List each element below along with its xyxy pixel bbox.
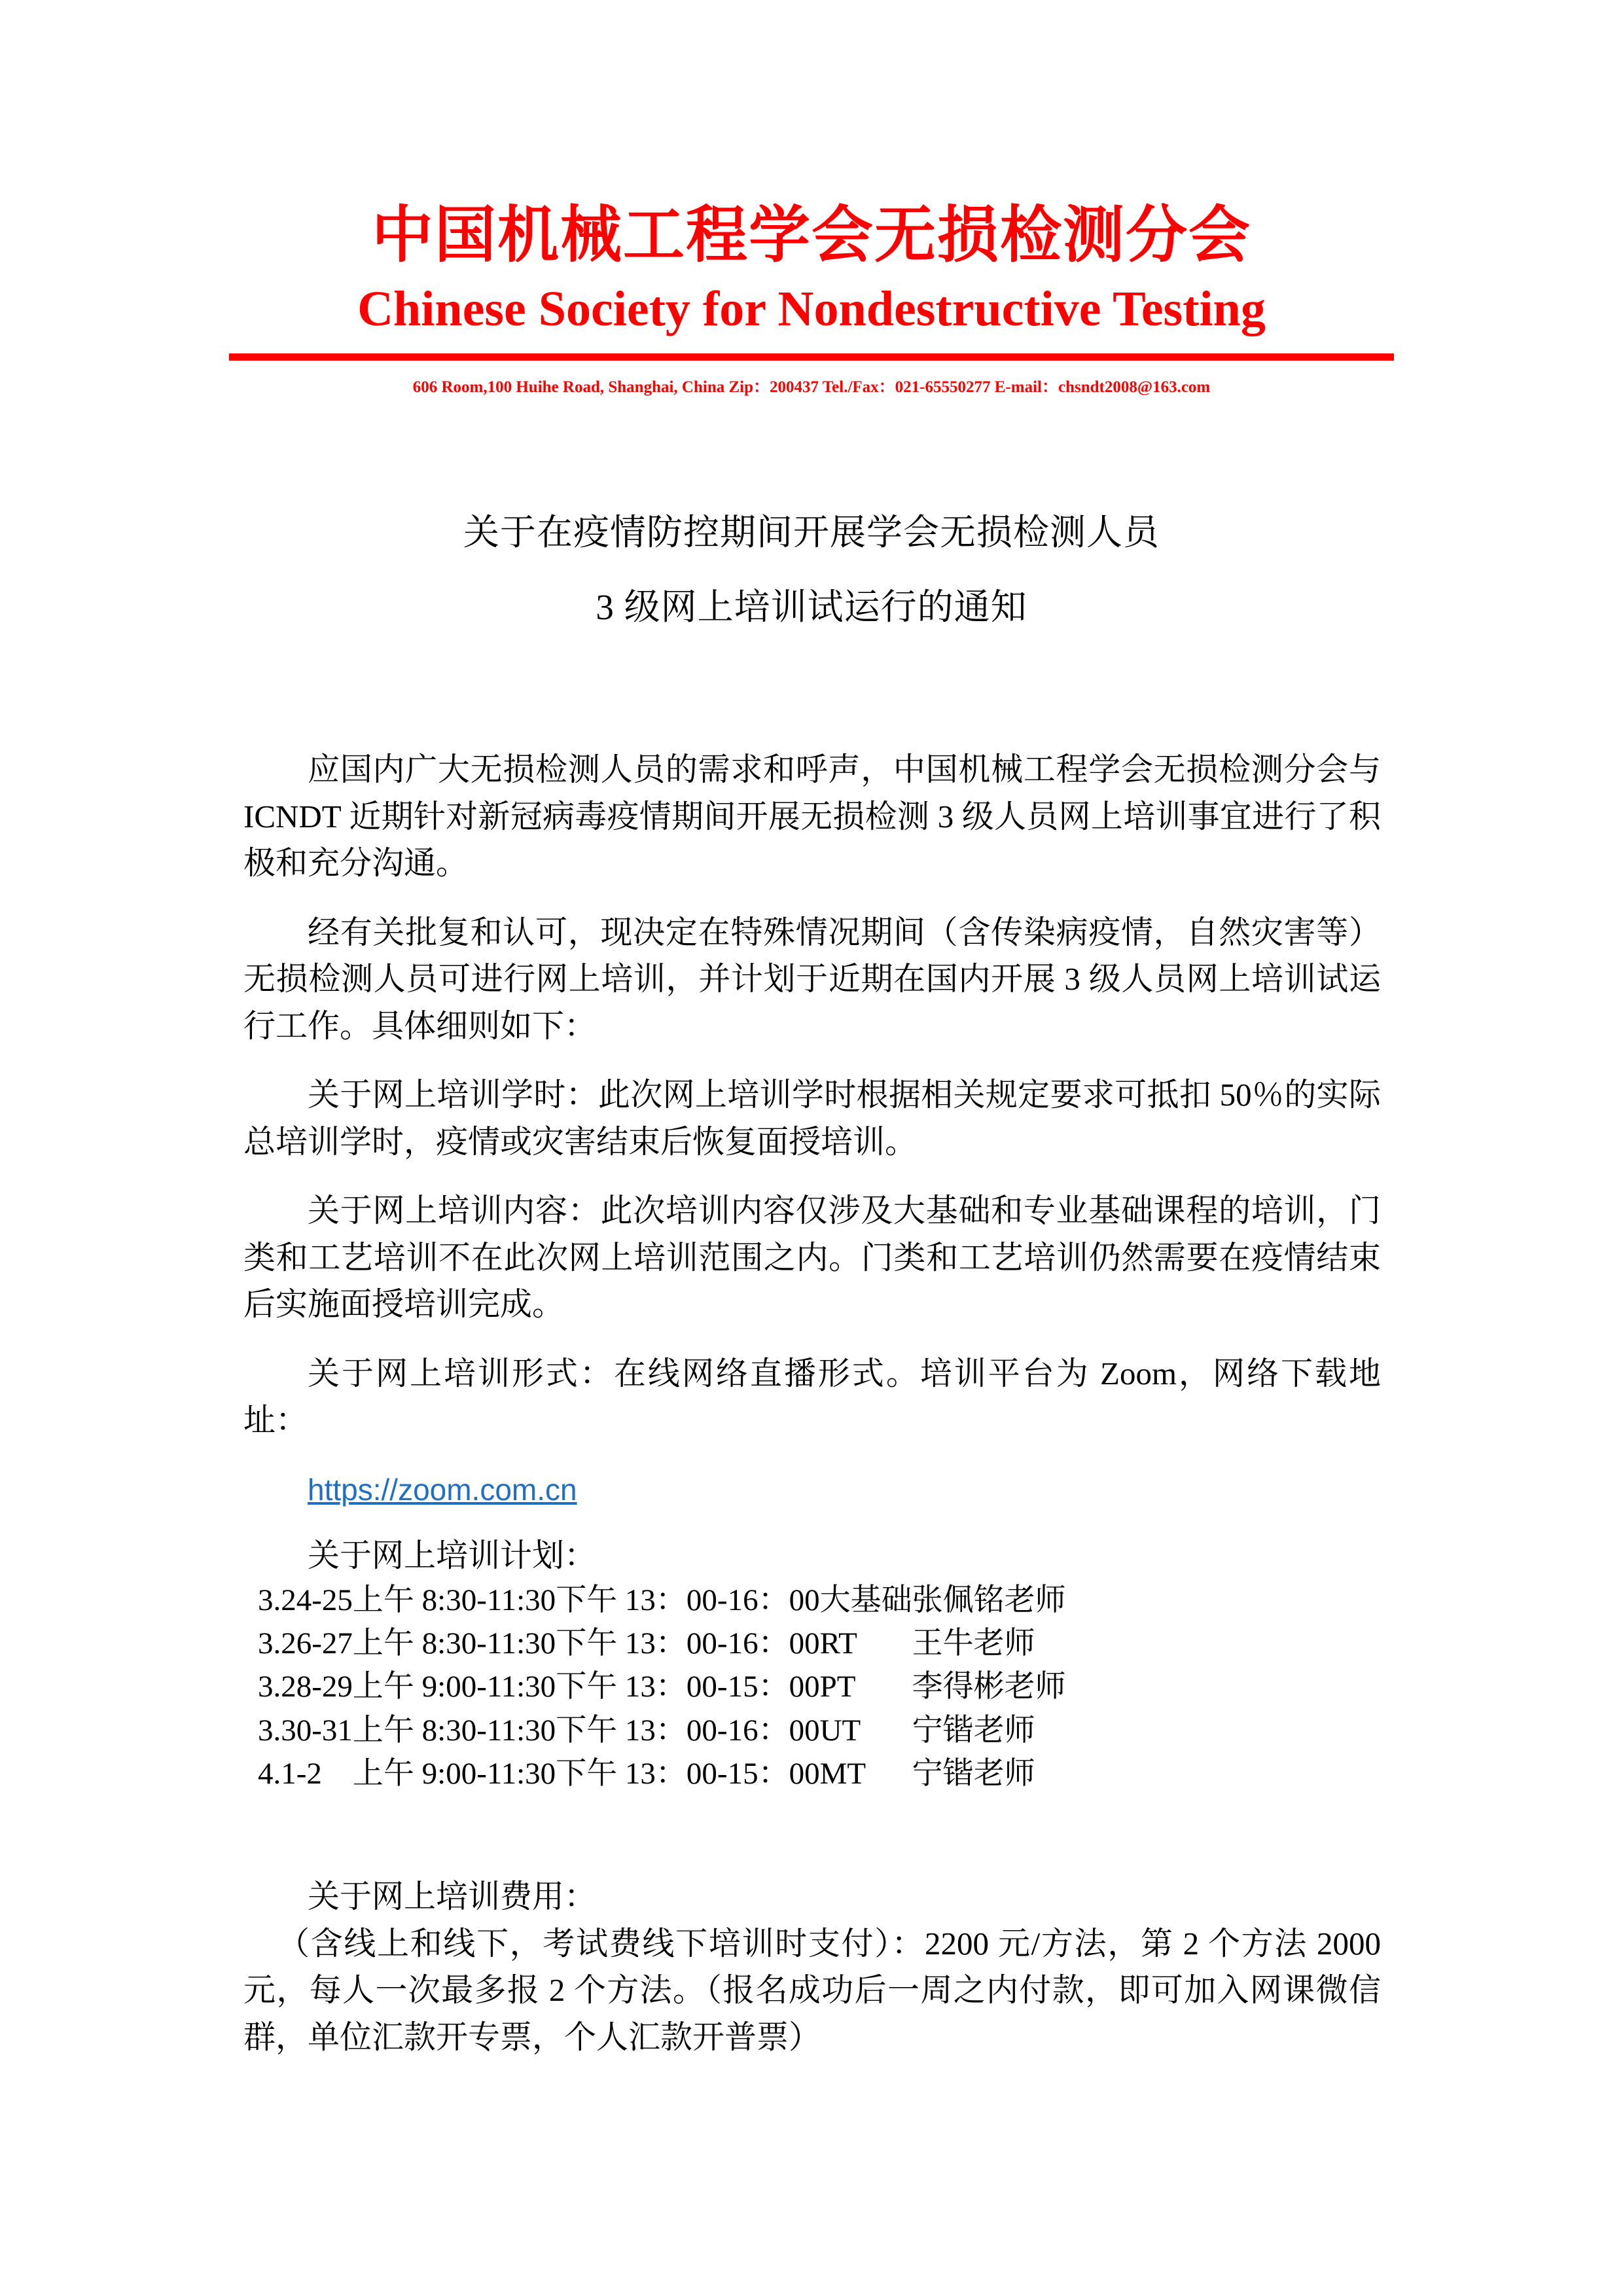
schedule-teacher: 宁锴老师 — [912, 1713, 1035, 1748]
paragraph-training-content: 关于网上培训内容：此次培训内容仅涉及大基础和专业基础课程的培训，门类和工艺培训不在此次网上培训范围之内。门类和工艺培训仍然需要在疫情结束后实施面授培训完成。 — [243, 1193, 1381, 1323]
zoom-download-link[interactable]: https://zoom.com.cn — [308, 1472, 577, 1507]
fee-detail-paragraph: （含线上和线下，考试费线下培训时支付）：2200 元/方法，第 2 个方法 2000 元，每人一次最多报 2 个方法。（报名成功后一周之内付款，即可加入网课微信群，单位汇款开专票，个人汇款开普票） — [243, 1925, 1381, 2055]
schedule-method: 大基础 — [819, 1583, 912, 1618]
section-spacer — [243, 1797, 1381, 1876]
paragraph-training-hours: 关于网上培训学时：此次网上培训学时根据相关规定要求可抵扣 50％的实际总培训学时，疫情或灾害结束后恢复面授培训。 — [243, 1077, 1381, 1160]
document-title-line-1: 关于在疫情防控期间开展学会无损检测人员 — [463, 512, 1160, 553]
schedule-afternoon: 下午 13：00-15：00 — [556, 1670, 820, 1704]
schedule-method: PT — [819, 1670, 856, 1704]
schedule-date: 4.1-2 — [258, 1756, 322, 1791]
header-divider-rule — [229, 353, 1394, 361]
schedule-heading: 关于网上培训计划： — [308, 1537, 597, 1574]
schedule-afternoon: 下午 13：00-15：00 — [556, 1756, 820, 1791]
schedule-date: 3.26-27 — [258, 1626, 353, 1661]
schedule-morning: 上午 8:30-11:30 — [352, 1713, 556, 1748]
schedule-morning: 上午 9:00-11:30 — [352, 1670, 556, 1704]
training-schedule-table — [258, 1581, 1066, 1797]
fee-heading: 关于网上培训费用： — [308, 1878, 597, 1914]
paragraph-training-format: 关于网上培训形式：在线网络直播形式。培训平台为 Zoom，网络下载地址： — [243, 1355, 1381, 1439]
schedule-teacher: 王牛老师 — [912, 1626, 1035, 1661]
table-row — [258, 1711, 1066, 1754]
table-row — [258, 1667, 1066, 1710]
schedule-teacher: 李得彬老师 — [912, 1670, 1066, 1704]
organization-name-chinese: 中国机械工程学会无损检测分会 — [371, 200, 1251, 269]
schedule-method: RT — [819, 1626, 857, 1661]
document-body — [243, 746, 1381, 2060]
document-title-line-2: 3 级网上培训试运行的通知 — [596, 587, 1027, 628]
schedule-afternoon: 下午 13：00-16：00 — [556, 1713, 820, 1748]
organization-name-english: Chinese Society for Nondestructive Testing — [357, 281, 1266, 336]
schedule-afternoon: 下午 13：00-16：00 — [556, 1626, 820, 1661]
schedule-method: UT — [819, 1713, 861, 1748]
paragraph-background: 应国内广大无损检测人员的需求和呼声，中国机械工程学会无损检测分会与 ICNDT 近期针对新冠病毒疫情期间开展无损检测 3 级人员网上培训事宜进行了积极和充分沟通。 — [243, 751, 1381, 882]
schedule-teacher: 张佩铭老师 — [912, 1583, 1066, 1618]
schedule-date: 3.28-29 — [258, 1670, 353, 1704]
contact-information-line: 606 Room,100 Huihe Road, Shanghai, China Zip：200437 Tel./Fax：021-65550277 E-mail：chsndt2008@163.com — [412, 378, 1211, 397]
schedule-date: 3.24-25 — [258, 1583, 353, 1618]
schedule-morning: 上午 9:00-11:30 — [352, 1756, 556, 1791]
schedule-afternoon: 下午 13：00-16：00 — [556, 1583, 820, 1618]
schedule-date: 3.30-31 — [258, 1713, 353, 1748]
table-row — [258, 1754, 1066, 1797]
schedule-morning: 上午 8:30-11:30 — [352, 1626, 556, 1661]
paragraph-approval: 经有关批复和认可，现决定在特殊情况期间（含传染病疫情，自然灾害等）无损检测人员可进行网上培训，并计划于近期在国内开展 3 级人员网上培训试运行工作。具体细则如下： — [243, 914, 1381, 1044]
table-row — [258, 1581, 1066, 1624]
schedule-teacher: 宁锴老师 — [912, 1756, 1035, 1791]
table-row — [258, 1624, 1066, 1667]
schedule-method: MT — [819, 1756, 866, 1791]
schedule-morning: 上午 8:30-11:30 — [352, 1583, 556, 1618]
zoom-link-line — [243, 1466, 1381, 1513]
letterhead — [0, 0, 1623, 397]
